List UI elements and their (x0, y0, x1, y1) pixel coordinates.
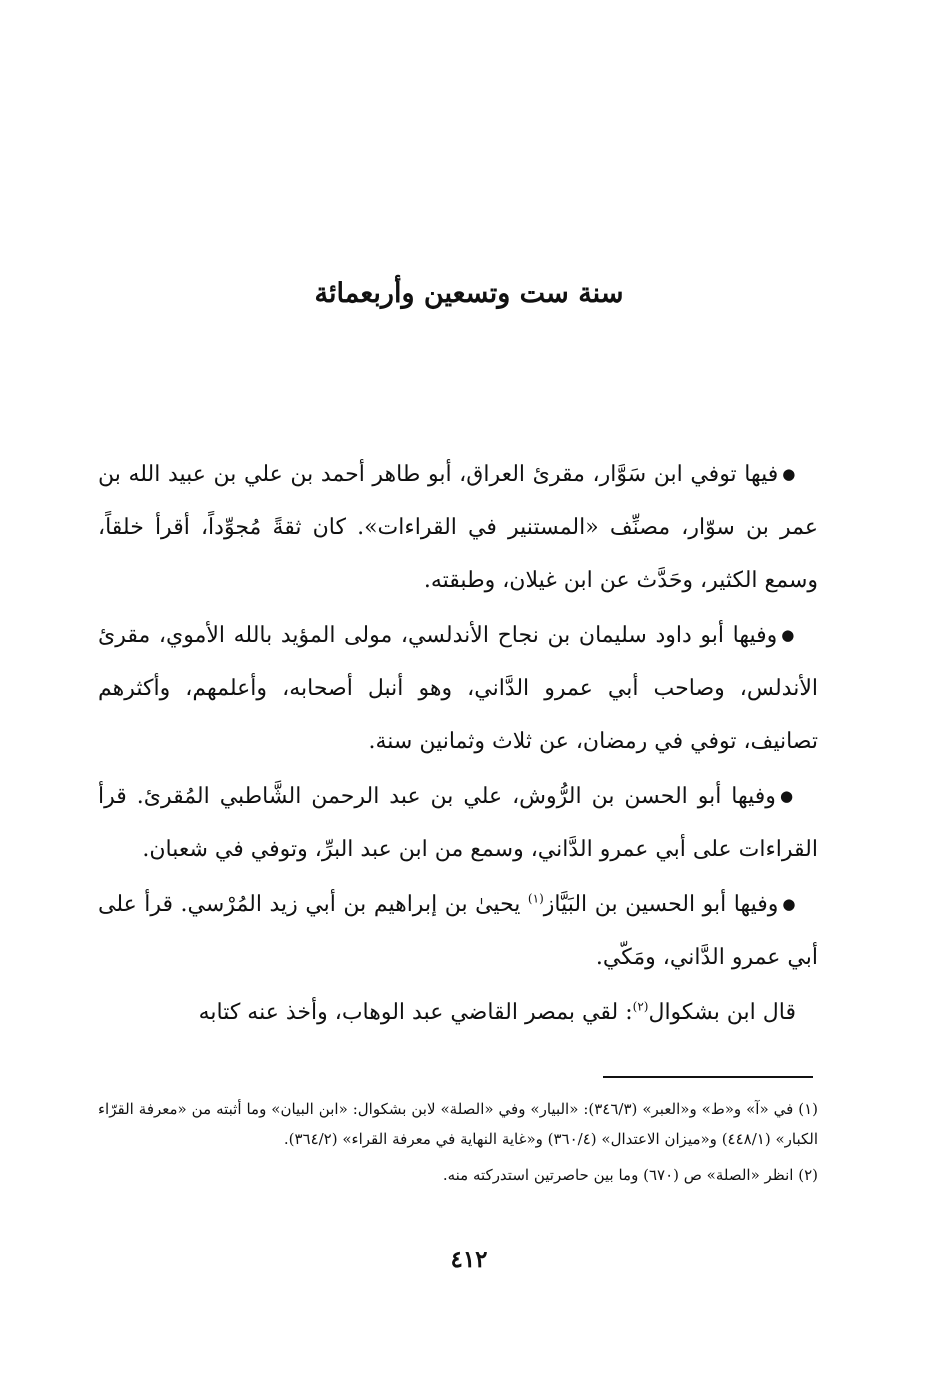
paragraph-3 (98, 770, 818, 876)
bullet-icon: ● (779, 787, 796, 805)
footnote-1: (١) في «آ» و«ط» و«العبر» (٣٤٦/٣): «البيار» وفي «الصلة» لابن بشكوال: «ابن البيان» وما أثبته من «معرفة القرّاء الكبار» (٤٤٨/١) و«ميزان الاعتدال» (٣٦٠/٤) و«غاية النهاية في معرفة القراء» (٣٦٤/٢). (98, 1100, 818, 1148)
footnote-separator (603, 1076, 813, 1078)
bullet-icon: ● (781, 626, 796, 644)
paragraph-1-text: فيها توفي ابن سَوَّار، مقرئ العراق، أبو طاهر أحمد بن علي بن عبيد الله بن عمر بن سوّار، مصنِّف «المستنير في القراءات». كان ثقةً مُجوِّداً، أقرأ خلقاً، وسمع الكثير، وحَدَّث عن ابن غيلان، وطبقته. (98, 462, 818, 593)
footnotes (98, 1094, 818, 1196)
bullet-icon: ● (782, 465, 796, 483)
paragraph-2-text: وفيها أبو داود سليمان بن نجاح الأندلسي، مولى المؤيد بالله الأموي، مقرئ الأندلس، وصاحب أبي عمرو الدَّاني، وهو أنبل أصحابه، وأعلمهم، وأكثرهم تصانيف، توفي في رمضان، عن ثلاث وثمانين سنة. (98, 623, 818, 754)
bullet-icon: ● (782, 895, 797, 913)
page-number: ٤١٢ (450, 1246, 488, 1273)
paragraph-1 (98, 448, 818, 607)
paragraph-5-text-end: : لقي بمصر القاضي عبد الوهاب، وأخذ عنه كتابه (198, 1000, 633, 1025)
paragraph-4-text-end: يحيىٰ بن إبراهيم بن أبي زيد المُرْسي. قرأ على أبي عمرو الدَّاني، ومَكّي. (98, 892, 818, 970)
footnote-2: (٢) انظر «الصلة» ص (٦٧٠) وما بين حاصرتين استدركته منه. (442, 1166, 818, 1184)
paragraph-5-text-start: قال ابن بشكوال (648, 1000, 796, 1025)
body-text (98, 448, 818, 1041)
paragraph-2 (98, 609, 818, 768)
paragraph-4-text-start: وفيها أبو الحسين بن البَيَّاز (543, 892, 779, 917)
footnote-ref-1: (١) (527, 891, 544, 906)
section-heading: سنة ست وتسعين وأربعمائة (314, 278, 624, 309)
footnote-ref-2: (٢) (632, 999, 649, 1014)
paragraph-4 (98, 878, 818, 984)
paragraph-3-text: وفيها أبو الحسن بن الرُّوش، علي بن عبد الرحمن الشَّاطبي المُقرئ. قرأ القراءات على أبي عمرو الدَّاني، وسمع من ابن عبد البرِّ، وتوفي في شعبان. (98, 784, 818, 862)
paragraph-5 (98, 986, 818, 1039)
